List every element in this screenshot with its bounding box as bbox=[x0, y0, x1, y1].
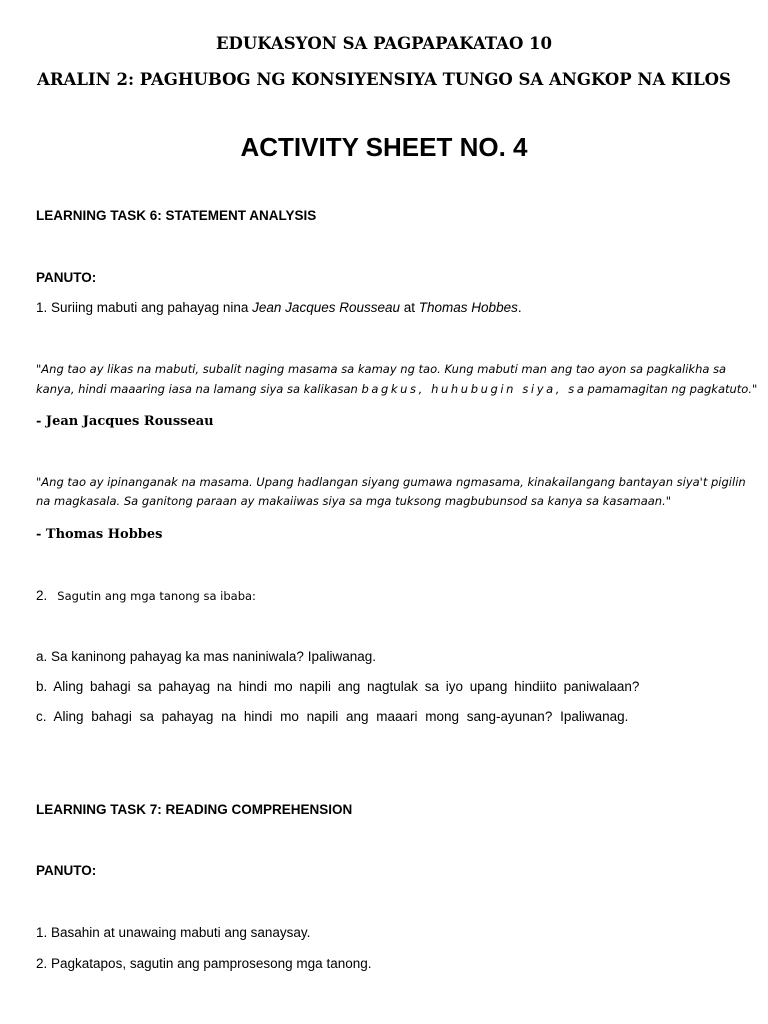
question-b: b. Aling bahagi sa pahayag na hindi mo napili ang nagtulak sa iyo upang hindiito paniwalaan? bbox=[36, 679, 640, 694]
hobbes-attribution: - Thomas Hobbes bbox=[36, 527, 163, 542]
question-a: a. Sa kaninong pahayag ka mas naniniwala? Ipaliwanag. bbox=[36, 649, 376, 664]
author-name-hobbes: Thomas Hobbes bbox=[418, 300, 518, 315]
task-7-step-2: 2. Pagkatapos, sagutin ang pamprosesong mga tanong. bbox=[36, 956, 372, 971]
rousseau-quote-line-2-end: a pamamagitan ng pagkatuto." bbox=[576, 382, 758, 396]
instruction-1-suffix: . bbox=[517, 300, 522, 315]
question-c: c. Aling bahagi sa pahayag na hindi mo napili ang maaari mong sang-ayunan? Ipaliwanag. bbox=[36, 709, 629, 724]
instruction-1-prefix: 1. Suriing mabuti ang pahayag nina bbox=[36, 300, 253, 315]
task-7-step-1: 1. Basahin at unawaing mabuti ang sanaysay. bbox=[36, 925, 311, 940]
rousseau-quote-line-2 bbox=[36, 382, 757, 396]
instruction-2-text: Sagutin ang mga tanong sa ibaba: bbox=[57, 589, 256, 603]
instruction-2-number: 2. bbox=[36, 588, 48, 603]
task-7-panuto-label: PANUTO: bbox=[36, 863, 97, 878]
rousseau-quote-spaced-text: bagkus, huhubugin siya, s bbox=[361, 382, 577, 396]
rousseau-quote-line-2-start: kanya, hindi maaaring iasa na lamang siya sa kalikasan bbox=[36, 382, 362, 396]
hobbes-quote-line-2: na magkasala. Sa ganitong paraan ay makaiiwas siya sa mga tuksong magbubunsod sa kanya sa kasamaan." bbox=[36, 494, 672, 508]
rousseau-quote-line-1: "Ang tao ay likas na mabuti, subalit naging masama sa kamay ng tao. Kung mabuti man ang tao ayon sa pagkalikha sa bbox=[36, 362, 727, 376]
learning-task-7-heading: LEARNING TASK 7: READING COMPREHENSION bbox=[36, 802, 353, 817]
activity-sheet-title: ACTIVITY SHEET NO. 4 bbox=[240, 132, 528, 162]
learning-task-6-heading: LEARNING TASK 6: STATEMENT ANALYSIS bbox=[36, 208, 317, 223]
rousseau-attribution: - Jean Jacques Rousseau bbox=[36, 414, 214, 429]
instruction-1-middle: at bbox=[400, 300, 419, 315]
task-6-instruction-1 bbox=[36, 300, 522, 315]
subject-title: EDUKASYON SA PAGPAPAKATAO 10 bbox=[215, 34, 553, 53]
task-6-instruction-2 bbox=[36, 588, 256, 604]
task-6-panuto-label: PANUTO: bbox=[36, 270, 97, 285]
hobbes-quote-line-1: "Ang tao ay ipinanganak na masama. Upang hadlangan siyang gumawa ngmasama, kinakailangang bantayan siya't pigilin bbox=[36, 475, 746, 489]
lesson-title: ARALIN 2: PAGHUBOG NG KONSIYENSIYA TUNGO SA ANGKOP NA KILOS bbox=[37, 70, 731, 89]
author-name-rousseau: Jean Jacques Rousseau bbox=[252, 300, 401, 315]
